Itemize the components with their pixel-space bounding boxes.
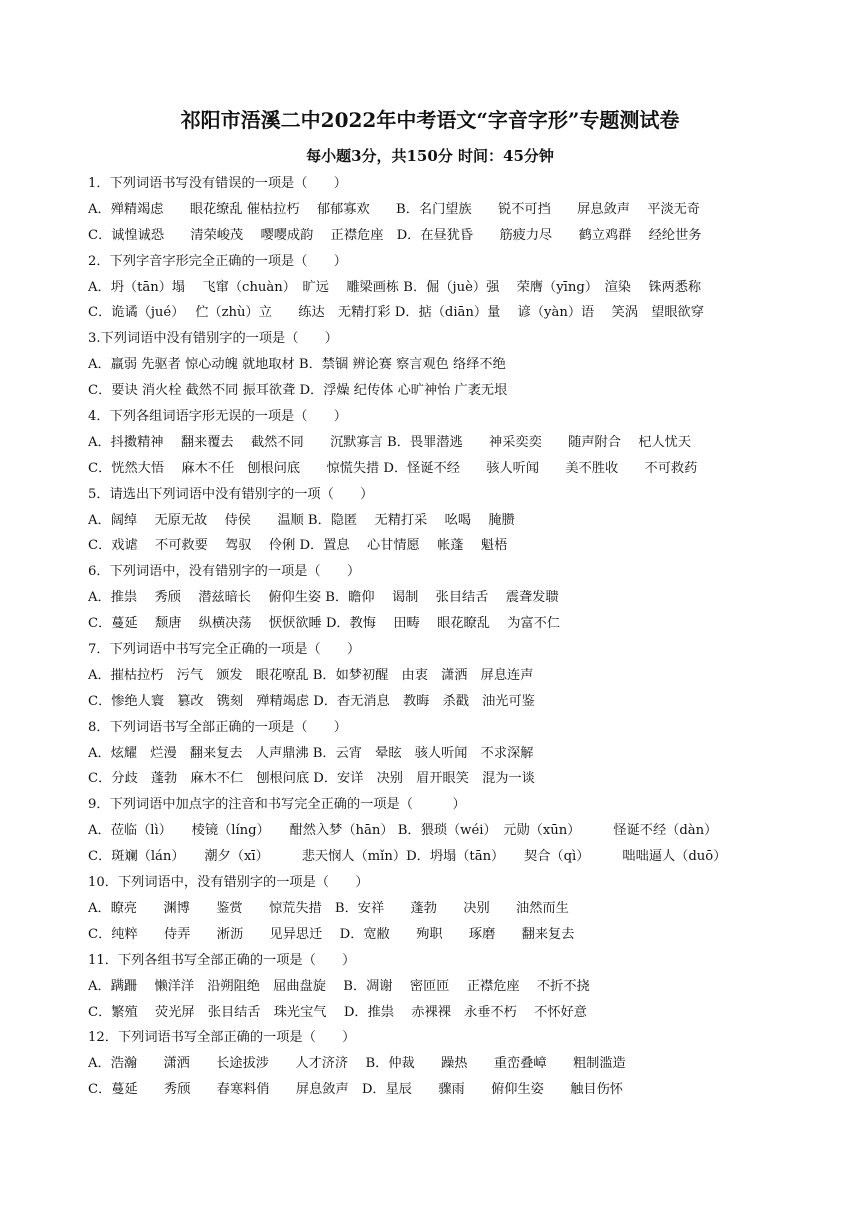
question-10-stem: 10．下列词语中，没有错别字的一项是（ ） — [88, 875, 369, 891]
question-3-stem: 3.下列词语中没有错别字的一项是（ ） — [88, 331, 338, 347]
question-5-stem: 5．请选出下列词语中没有错别字的一项（ ） — [88, 486, 374, 502]
question-11-options-cd: C．繁殖 荧光屏 张目结舌 珠光宝气 D．推祟 赤裸裸 永垂不朽 不怀好意 — [88, 1004, 587, 1020]
question-12-stem: 12．下列词语书写全部正确的一项是（ ） — [88, 1030, 356, 1046]
question-7-options-cd: C．惨绝人寰 篡改 镌刻 殚精竭虑 D．杳无消息 教晦 杀戳 油光可鉴 — [88, 693, 535, 709]
question-list — [88, 171, 788, 1103]
question-12-options-cd: C．蔓延 秀颀 春寒料俏 屏息敛声 D．星辰 骤雨 俯仰生姿 触目伤怀 — [88, 1082, 623, 1098]
question-11-stem: 11．下列各组书写全部正确的一项是（ ） — [88, 952, 356, 968]
page-subtitle: 每小题3分，共150分 时间：45分钟 — [306, 147, 554, 165]
question-2-options-ab: A．坍（tān）塌 飞窜（chuàn） 旷远 雕梁画栋 B．倔（juè）强 荣膺（yīng） 渲染 铢两悉称 — [88, 279, 702, 295]
page-title: 祁阳市浯溪二中2022年中考语文“字音字形”专题测试卷 — [180, 108, 680, 132]
question-5-options-ab: A．阔绰 无原无故 侍侯 温顺 B．隐匿 无精打采 吆喝 腌臜 — [88, 512, 515, 528]
question-4-options-cd: C．恍然大悟 麻木不任 刨根问底 惊慌失措 D．怪诞不经 骇人听闻 美不胜收 不可救药 — [88, 460, 698, 476]
question-6-stem: 6．下列词语中，没有错别字的一项是（ ） — [88, 564, 361, 580]
question-1-options-ab: A．殚精竭虑 眼花缭乱 催枯拉朽 郁郁寡欢 B．名门望族 锐不可挡 屏息敛声 平淡无奇 — [88, 201, 701, 217]
question-5-options-cd: C．戏谑 不可救要 驾驭 伶俐 D．置息 心甘情愿 帐蓬 魁梧 — [88, 538, 508, 554]
question-12-options-ab: A．浩瀚 潇洒 长途拔涉 人才济济 B．仲裁 躁热 重峦叠嶂 粗制滥造 — [88, 1056, 626, 1072]
question-11-options-ab: A．蹒跚 懒洋洋 沿朔阻绝 屈曲盘旋 B．凋谢 密匝匝 正襟危座 不折不挠 — [88, 978, 590, 994]
question-7-options-ab: A．摧枯拉朽 污气 颁发 眼花嘹乱 B．如梦初醒 由衷 潇洒 屏息连声 — [88, 667, 534, 683]
question-4-options-ab: A．抖擞精神 翻来覆去 截然不同 沉默寡言 B．畏罪潜逃 神采奕奕 随声附合 杞人忧天 — [88, 434, 692, 450]
question-3-options-cd: C．要诀 消火栓 截然不同 振耳欲聋 D．浮燥 纪传体 心旷神怡 广袤无垠 — [88, 383, 508, 399]
question-2-options-cd: C．诡谲（jué） 伫（zhù）立 练达 无精打彩 D．掂（diān）量 谚（yàn）语 笑涡 望眼欲穿 — [88, 305, 704, 321]
question-9-options-ab: A．莅临（lì） 棱镜（líng） 酣然入梦（hān） B．猥琐（wéi） 元勋（xūn） 怪诞不经（dàn） — [88, 823, 718, 839]
question-1-stem: 1．下列词语书写没有错误的一项是（ ） — [88, 176, 347, 191]
question-9-stem: 9．下列词语中加点字的注音和书写完全正确的一项是（ ） — [88, 797, 466, 813]
question-9-options-cd: C．斑斓（lán） 潮夕（xī） 悲天悯人（mǐn）D．坍塌（tān） 契合（qì） 咄咄逼人（duō） — [88, 849, 727, 865]
question-8-options-ab: A．炫耀 烂漫 翻来复去 人声鼎沸 B．云宵 晕眩 骇人听闻 不求深解 — [88, 745, 534, 761]
question-6-options-cd: C．蔓延 颓唐 纵横决荡 恹恹欲睡 D．教悔 田畴 眼花瞭乱 为富不仁 — [88, 616, 561, 632]
question-3-options-ab: A．羸弱 先驱者 惊心动魄 就地取材 B．禁锢 辨论赛 察言观色 络绎不绝 — [88, 357, 506, 373]
question-8-options-cd: C．分歧 蓬勃 麻木不仁 刨根问底 D．安详 决别 眉开眼笑 混为一谈 — [88, 771, 535, 787]
question-10-options-cd: C．纯粹 侍弄 淅沥 见异思迁 D．宽敝 殉职 琢磨 翻来复去 — [88, 926, 575, 942]
question-6-options-ab: A．推祟 秀颀 潜兹暗长 俯仰生姿 B．瞻仰 谒制 张目结舌 震聋发聩 — [88, 590, 559, 606]
question-8-stem: 8．下列词语书写全部正确的一项是（ ） — [88, 719, 347, 735]
question-7-stem: 7．下列词语中书写完全正确的一项是（ ） — [88, 642, 361, 658]
question-1-options-cd: C．诚惶诚恐 清荣峻茂 嘤嘤成韵 正襟危座 D．在昼犹昏 筋疲力尽 鹤立鸡群 经纶世务 — [88, 227, 702, 243]
question-2-stem: 2．下列字音字形完全正确的一项是（ ） — [88, 253, 347, 269]
question-4-stem: 4．下列各组词语字形无误的一项是（ ） — [88, 409, 347, 425]
question-10-options-ab: A．瞭亮 渊博 鉴赏 惊荒失措 B．安祥 蓬勃 决别 油然而生 — [88, 900, 569, 916]
